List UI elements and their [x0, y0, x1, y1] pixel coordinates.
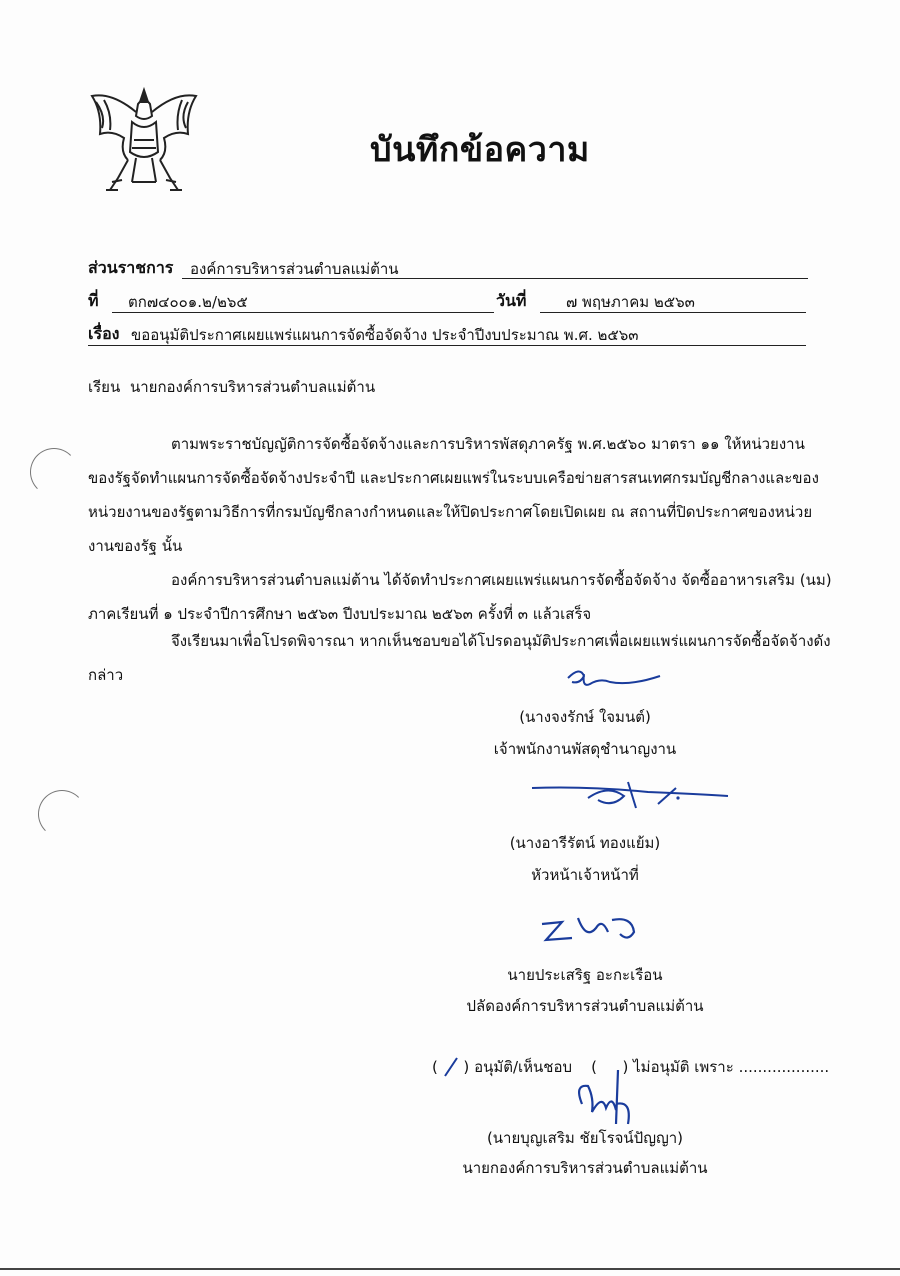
- signatory-2-position: หัวหน้าเจ้าหน้าที่: [531, 866, 639, 884]
- approve-checkbox-close: ): [463, 1058, 470, 1076]
- body-line: ของรัฐจัดทำแผนการจัดซื้อจัดจ้างประจำปี และประกาศเผยแพร่ในระบบเครือข่ายสารสนเทศกรมบัญชีกลางและของ: [88, 469, 819, 487]
- ref-value: ตก๗๔๐๐๑.๒/๒๖๕: [128, 293, 248, 311]
- signatory-1-name: (นางจงรักษ์ ใจมนต์): [519, 708, 651, 726]
- memo-title: บันทึกข้อความ: [370, 130, 590, 170]
- approve-checkbox-open: (: [432, 1058, 438, 1076]
- salutation-label: เรียน: [88, 378, 121, 396]
- signature-4-icon: [572, 1064, 642, 1134]
- signatory-3-name: นายประเสริฐ อะกะเรือน: [507, 966, 663, 984]
- subject-value: ขออนุมัติประกาศเผยแพร่แผนการจัดซื้อจัดจ้าง ประจำปีงบประมาณ พ.ศ. ๒๕๖๓: [131, 326, 639, 344]
- ref-label: ที่: [88, 291, 99, 310]
- date-underline: [540, 312, 806, 313]
- body-line: ตามพระราชบัญญัติการจัดซื้อจัดจ้างและการบริหารพัสดุภาครัฐ พ.ศ.๒๕๖๐ มาตรา ๑๑ ให้หน่วยงาน: [171, 435, 805, 453]
- reject-checkbox-close: ): [622, 1058, 629, 1076]
- signatory-2-name: (นางอารีรัตน์ ทองแย้ม): [509, 834, 661, 852]
- approve-label: อนุมัติ/เห็นชอบ: [474, 1058, 572, 1076]
- agency-value: องค์การบริหารส่วนตำบลแม่ต้าน: [190, 260, 399, 278]
- reject-checkbox-open: (: [591, 1058, 597, 1076]
- signature-3-icon: [536, 910, 646, 950]
- signature-1-icon: [560, 664, 670, 694]
- body-line: จึงเรียนมาเพื่อโปรดพิจารณา หากเห็นชอบขอได้โปรดอนุมัติประกาศเพื่อเผยแพร่แผนการจัดซื้อจัดจ้างดัง: [171, 632, 831, 650]
- reject-reason-dots: ...................: [738, 1058, 830, 1076]
- reject-label: ไม่อนุมัติ เพราะ: [633, 1058, 734, 1076]
- date-value: ๗ พฤษภาคม ๒๕๖๓: [566, 293, 695, 311]
- agency-label: ส่วนราชการ: [88, 258, 174, 277]
- signatory-4-name: (นายบุญเสริม ชัยโรจน์ปัญญา): [486, 1129, 684, 1147]
- body-line: องค์การบริหารส่วนตำบลแม่ต้าน ได้จัดทำประกาศเผยแพร่แผนการจัดซื้อจัดจ้าง จัดซื้ออาหารเสริม (นม): [171, 571, 832, 589]
- signatory-3-position: ปลัดองค์การบริหารส่วนตำบลแม่ต้าน: [466, 997, 704, 1015]
- subject-label: เรื่อง: [88, 324, 120, 343]
- punch-hole-mark: [38, 790, 86, 838]
- check-mark-icon: [443, 1056, 459, 1078]
- signatory-1-position: เจ้าพนักงานพัสดุชำนาญงาน: [493, 740, 677, 758]
- signatory-4-position: นายกองค์การบริหารส่วนตำบลแม่ต้าน: [462, 1159, 708, 1177]
- ref-underline: [112, 312, 494, 313]
- punch-hole-mark: [30, 448, 78, 496]
- garuda-emblem-icon: [82, 82, 207, 200]
- page-bottom-border: [0, 1268, 900, 1270]
- body-line: กล่าว: [88, 666, 124, 684]
- body-line: หน่วยงานของรัฐตามวิธีการที่กรมบัญชีกลางกำหนดและให้ปิดประกาศโดยเปิดเผย ณ สถานที่ปิดประกาศของหน่วย: [88, 503, 813, 521]
- subject-underline: [88, 345, 806, 346]
- salutation-value: นายกองค์การบริหารส่วนตำบลแม่ต้าน: [130, 378, 376, 396]
- signature-2-icon: [528, 778, 738, 812]
- body-line: งานของรัฐ นั้น: [88, 537, 183, 555]
- body-line: ภาคเรียนที่ ๑ ประจำปีการศึกษา ๒๕๖๓ ปีงบประมาณ ๒๕๖๓ ครั้งที่ ๓ แล้วเสร็จ: [88, 605, 592, 623]
- agency-underline: [182, 278, 808, 279]
- date-label: วันที่: [496, 291, 527, 310]
